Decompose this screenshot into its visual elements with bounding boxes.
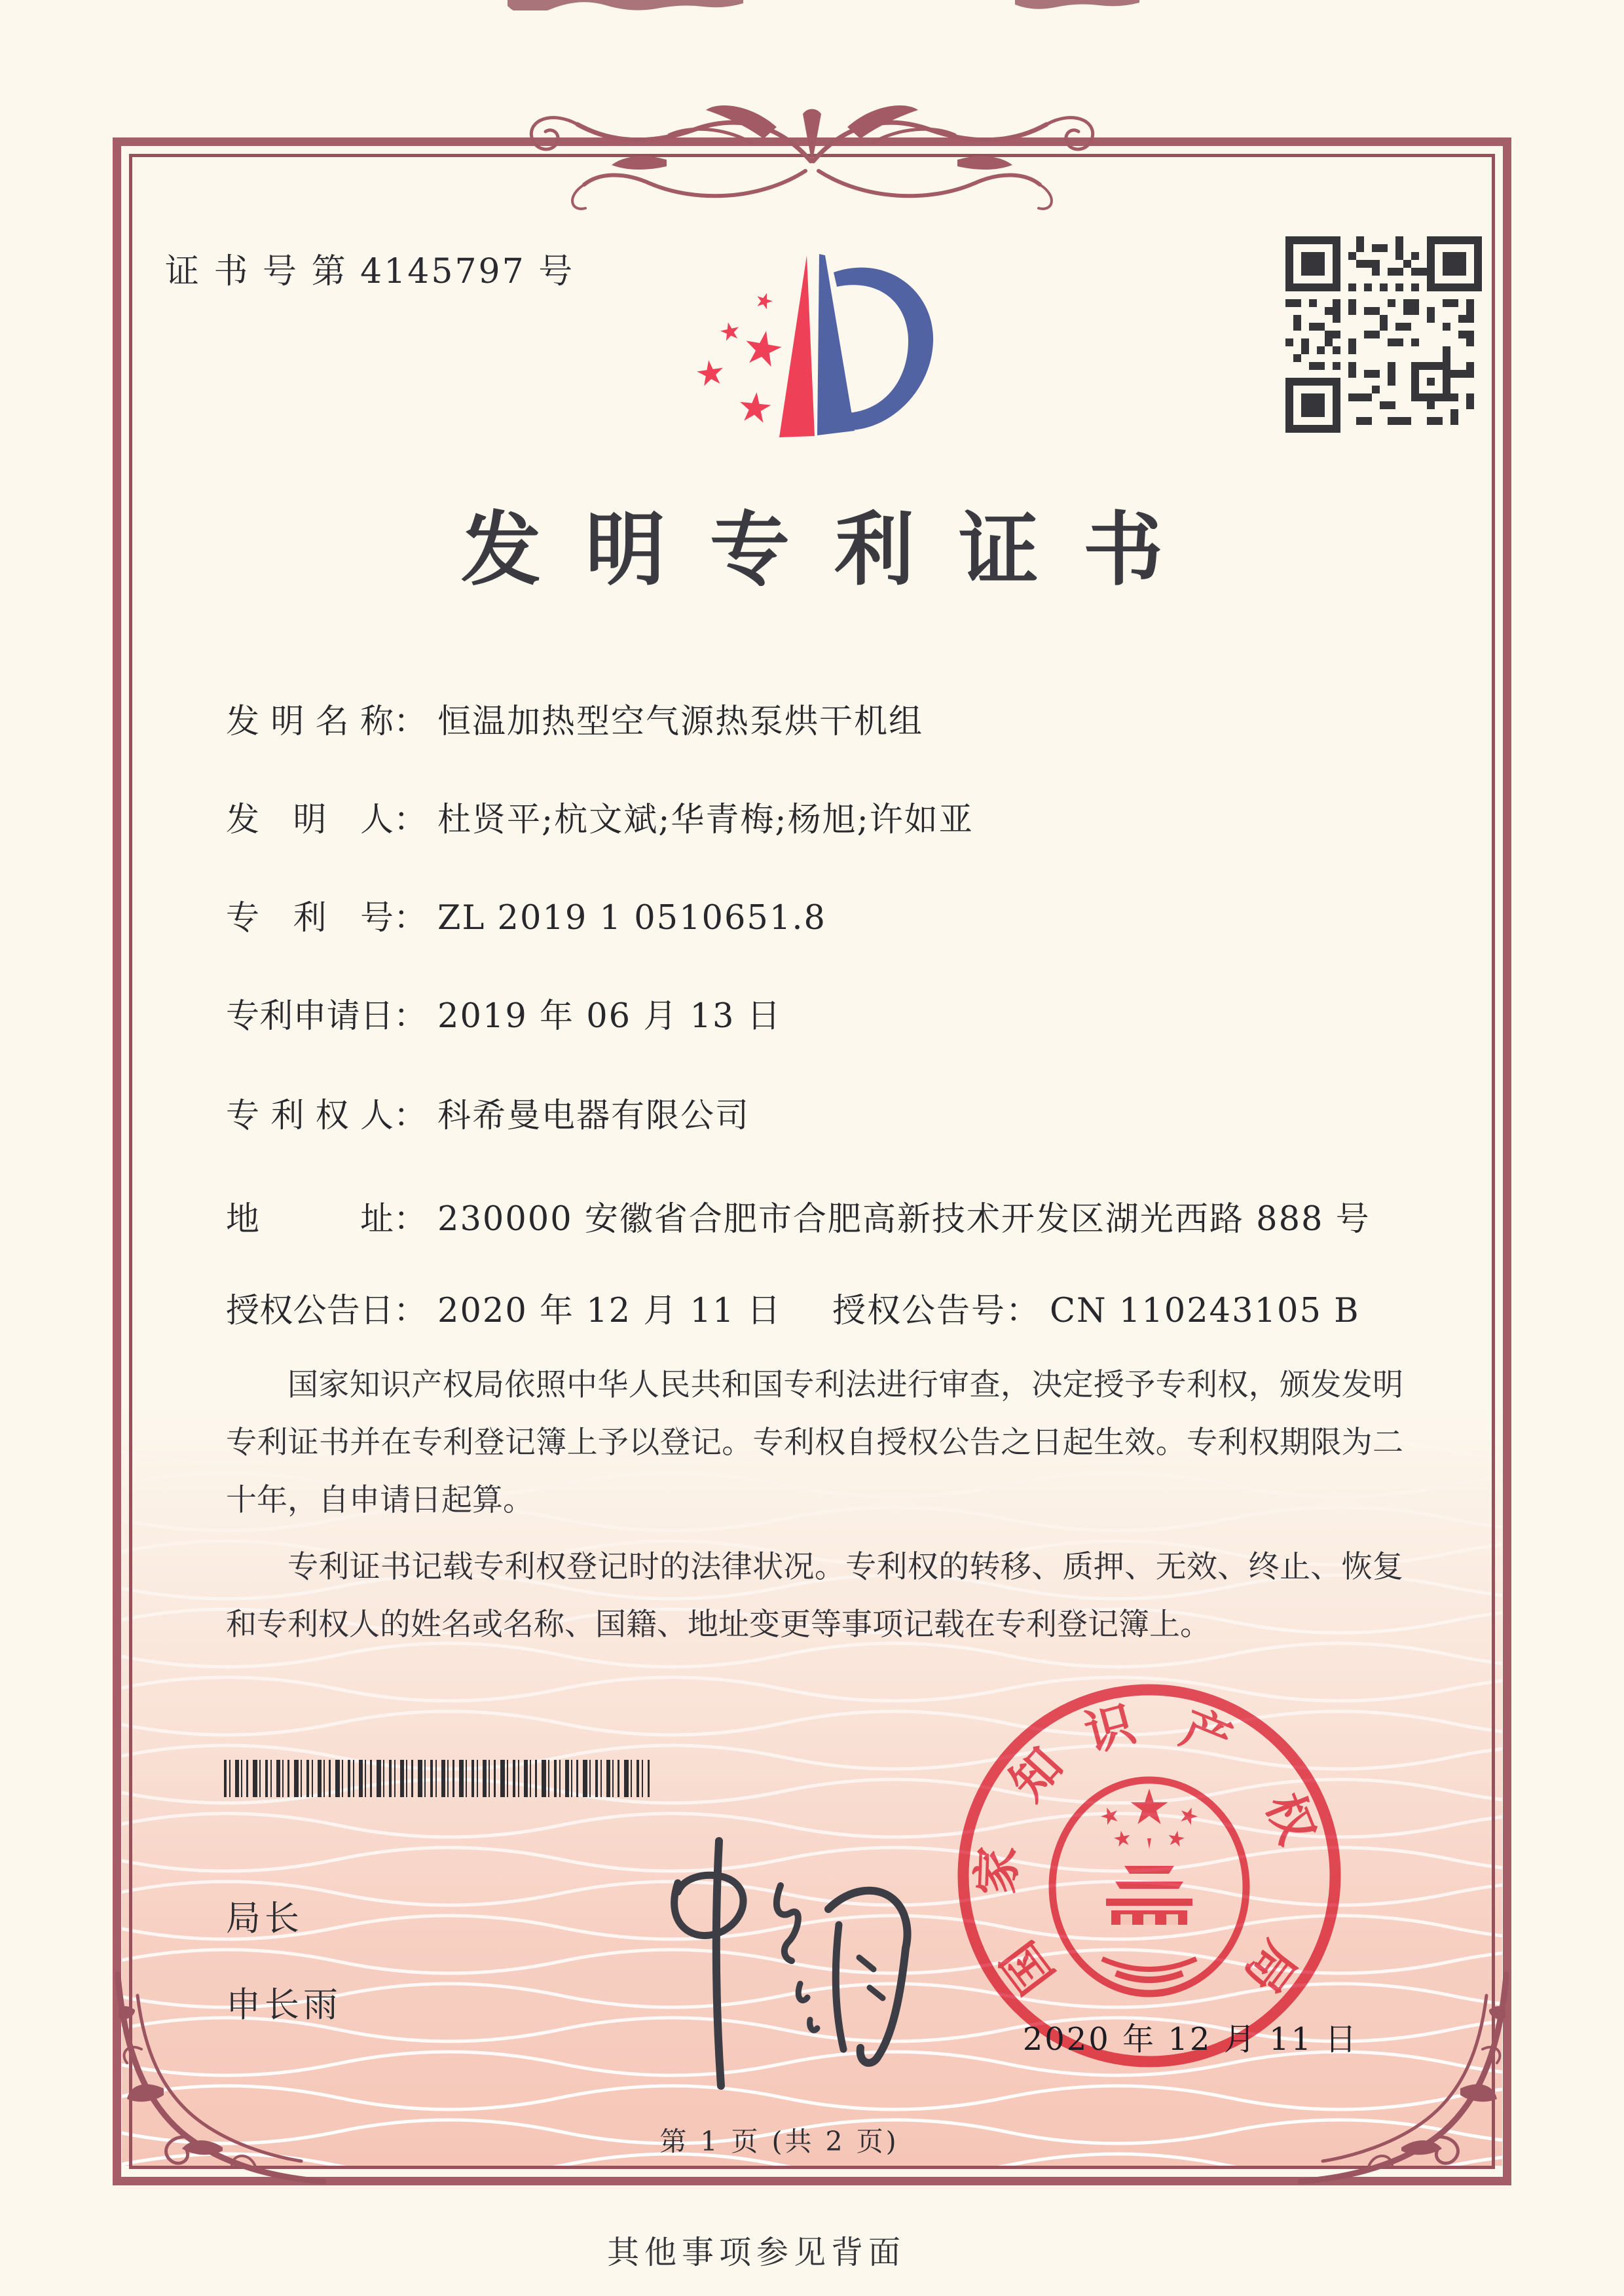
field-value: 恒温加热型空气源热泵烘干机组 — [437, 702, 924, 741]
top-scroll-ornament-icon — [386, 64, 1238, 215]
field-value: 2020 年 12 月 11 日 — [437, 1292, 782, 1330]
field-label: 专利申请日 — [226, 997, 394, 1036]
field-colon: ： — [394, 702, 428, 741]
legal-paragraph-2: 专利证书记载专利权登记时的法律状况。专利权的转移、质押、无效、终止、恢复和专利权人的姓名或名称、国籍、地址变更等事项记载在专利登记簿上。 — [226, 1548, 1403, 1643]
seal-char: 识 — [1079, 1695, 1141, 1763]
seal-char: 国 — [991, 1931, 1065, 2004]
field-colon: ： — [394, 1097, 428, 1135]
certificate-title: 发明专利证书 — [461, 502, 1208, 596]
seal-char: 局 — [1233, 1931, 1308, 2004]
director-name-label: 申长雨 — [226, 1985, 342, 2025]
seal-date: 2020 年 12 月 11 日 — [1022, 2021, 1359, 2058]
seal-char: 产 — [1173, 1700, 1240, 1770]
field-value: 230000 安徽省合肥市合肥高新技术开发区湖光西路 888 号 — [437, 1200, 1371, 1239]
qr-code — [1285, 236, 1483, 433]
field-colon: ： — [394, 801, 428, 839]
field-colon: ： — [394, 1292, 428, 1330]
field-row-patentee — [226, 1088, 1405, 1137]
field-label: 地址 — [226, 1200, 394, 1239]
back-side-note: 其他事项参见背面 — [606, 2234, 906, 2271]
field-row-inventors — [226, 792, 1405, 841]
top-edge-ornament-fragment-icon — [507, 0, 743, 10]
field-label: 发明名称 — [226, 702, 394, 741]
field-row-invention-name — [226, 694, 1405, 742]
field-colon: ： — [394, 997, 428, 1036]
top-edge-ornament-fragment-icon — [1015, 0, 1139, 9]
national-emblem-icon — [1052, 1780, 1246, 1994]
legal-paragraph-1: 国家知识产权局依照中华人民共和国专利法进行审查，决定授予专利权，颁发发明专利证书并在专利登记簿上予以登记。专利权自授权公告之日起生效。专利权期限为二十年，自申请日起算。 — [226, 1367, 1403, 1518]
director-title-label: 局长 — [226, 1899, 303, 1939]
seal-char: 权 — [1255, 1785, 1325, 1852]
field-value: 2019 年 06 月 13 日 — [437, 997, 782, 1036]
field-colon: ： — [1006, 1292, 1040, 1330]
field-label: 专利号 — [226, 899, 394, 938]
field-label: 发明人 — [226, 801, 394, 839]
field-value: 科希曼电器有限公司 — [437, 1097, 750, 1135]
barcode — [224, 1760, 650, 1797]
field-value: ZL 2019 1 0510651.8 — [437, 899, 826, 938]
field-row-grant-number — [832, 1283, 1360, 1332]
field-value: CN 110243105 B — [1050, 1292, 1360, 1330]
certificate-number: 证 书 号 第 4145797 号 — [165, 252, 575, 291]
field-row-grant-date — [226, 1283, 1405, 1332]
field-row-address — [226, 1192, 1405, 1240]
field-value: 杜贤平;杭文斌;华青梅;杨旭;许如亚 — [437, 801, 974, 839]
director-signature-icon — [612, 1832, 927, 2100]
field-colon: ： — [394, 1200, 428, 1239]
legal-text-block — [226, 1357, 1403, 1662]
seal-char: 家 — [968, 1845, 1027, 1896]
field-row-patent-number — [226, 890, 1405, 939]
seal-char: 知 — [999, 1737, 1074, 1812]
field-label: 授权公告号 — [832, 1292, 1006, 1330]
field-colon: ： — [394, 899, 428, 938]
cnipa-logo-icon — [667, 215, 944, 466]
field-label: 授权公告日 — [226, 1292, 394, 1330]
page-number: 第 1 页 (共 2 页) — [659, 2126, 899, 2157]
field-label: 专利权人 — [226, 1097, 394, 1135]
field-row-filing-date — [226, 989, 1405, 1037]
